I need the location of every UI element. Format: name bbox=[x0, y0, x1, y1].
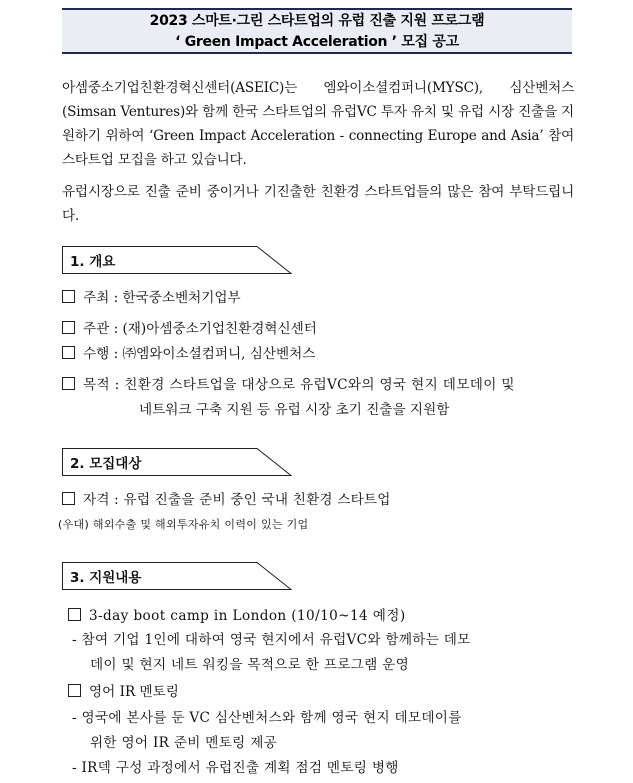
section-header-overview bbox=[62, 246, 292, 274]
section-label: 3. 지원내용 bbox=[70, 570, 142, 586]
section-header-support bbox=[62, 562, 292, 590]
target-item-eligibility: 자격 : 유럽 진출을 준비 중인 국내 친환경 스타트업 bbox=[62, 488, 391, 512]
checkbox-icon bbox=[62, 492, 75, 505]
checkbox-icon bbox=[62, 321, 75, 334]
intro-paragraph-1: 아셈중소기업친환경혁신센터(ASEIC)는 엠와이소셜컴퍼니(MYSC), 심산벤처스(Simsan Ventures)와 함께 한국 스타트업의 유럽VC 투자 유치 및 유럽 시장 진출을 지원하기 위하여 ‘Green Impact Acceleration - connecting Europe and Asia’ 참여 스타트업 모집을 하고 있습니다. bbox=[62, 80, 574, 168]
overview-item-organizer: 주관 : (재)아셈중소기업친환경혁신센터 bbox=[62, 317, 317, 341]
support-bootcamp-desc-2: 데이 및 현지 네트 워킹을 목적으로 한 프로그램 운영 bbox=[90, 657, 410, 673]
support-ir-desc-2: 위한 영어 IR 준비 멘토링 제공 bbox=[90, 735, 278, 751]
title-banner bbox=[62, 8, 572, 54]
title-line-1: 2023 스마트·그린 스타트업의 유럽 진출 지원 프로그램 bbox=[149, 13, 485, 29]
checkbox-icon bbox=[68, 608, 81, 621]
support-item-bootcamp: 3-day boot camp in London (10/10~14 예정) bbox=[68, 604, 406, 628]
support-bootcamp-desc-1: - 참여 기업 1인에 대하여 영국 현지에서 유럽VC와 함께하는 데모 bbox=[72, 632, 471, 648]
checkbox-icon bbox=[68, 684, 81, 697]
checkbox-icon bbox=[62, 377, 75, 390]
target-preference-note: (우대) 해외수출 및 해외투자유치 이력이 있는 기업 bbox=[58, 518, 309, 531]
section-header-target bbox=[62, 448, 292, 476]
title-line-2: ‘ Green Impact Acceleration ’ 모집 공고 bbox=[175, 34, 459, 50]
support-ir-desc-3: - IR덱 구성 과정에서 유럽진출 계획 점검 멘토링 병행 bbox=[72, 760, 399, 776]
intro-paragraph-2: 유럽시장으로 진출 준비 중이거나 기진출한 친환경 스타트업들의 많은 참여 부탁드립니다. bbox=[62, 184, 574, 224]
support-item-ir-mentoring: 영어 IR 멘토링 bbox=[68, 680, 179, 704]
checkbox-icon bbox=[62, 290, 75, 303]
checkbox-icon bbox=[62, 346, 75, 359]
overview-item-host: 주최 : 한국중소벤처기업부 bbox=[62, 286, 241, 310]
support-ir-desc-1: - 영국에 본사를 둔 VC 심산벤처스와 함께 영국 현지 데모데이를 bbox=[72, 710, 462, 726]
overview-item-purpose: 목적 : 친환경 스타트업을 대상으로 유럽VC와의 영국 현지 데모데이 및 bbox=[62, 373, 515, 397]
section-label: 1. 개요 bbox=[70, 254, 116, 270]
overview-item-purpose-cont: 네트워크 구축 지원 등 유럽 시장 초기 진출을 지원함 bbox=[139, 402, 450, 418]
section-label: 2. 모집대상 bbox=[70, 456, 142, 472]
overview-item-operator: 수행 : ㈜엠와이소셜컴퍼니, 심산벤처스 bbox=[62, 342, 315, 366]
